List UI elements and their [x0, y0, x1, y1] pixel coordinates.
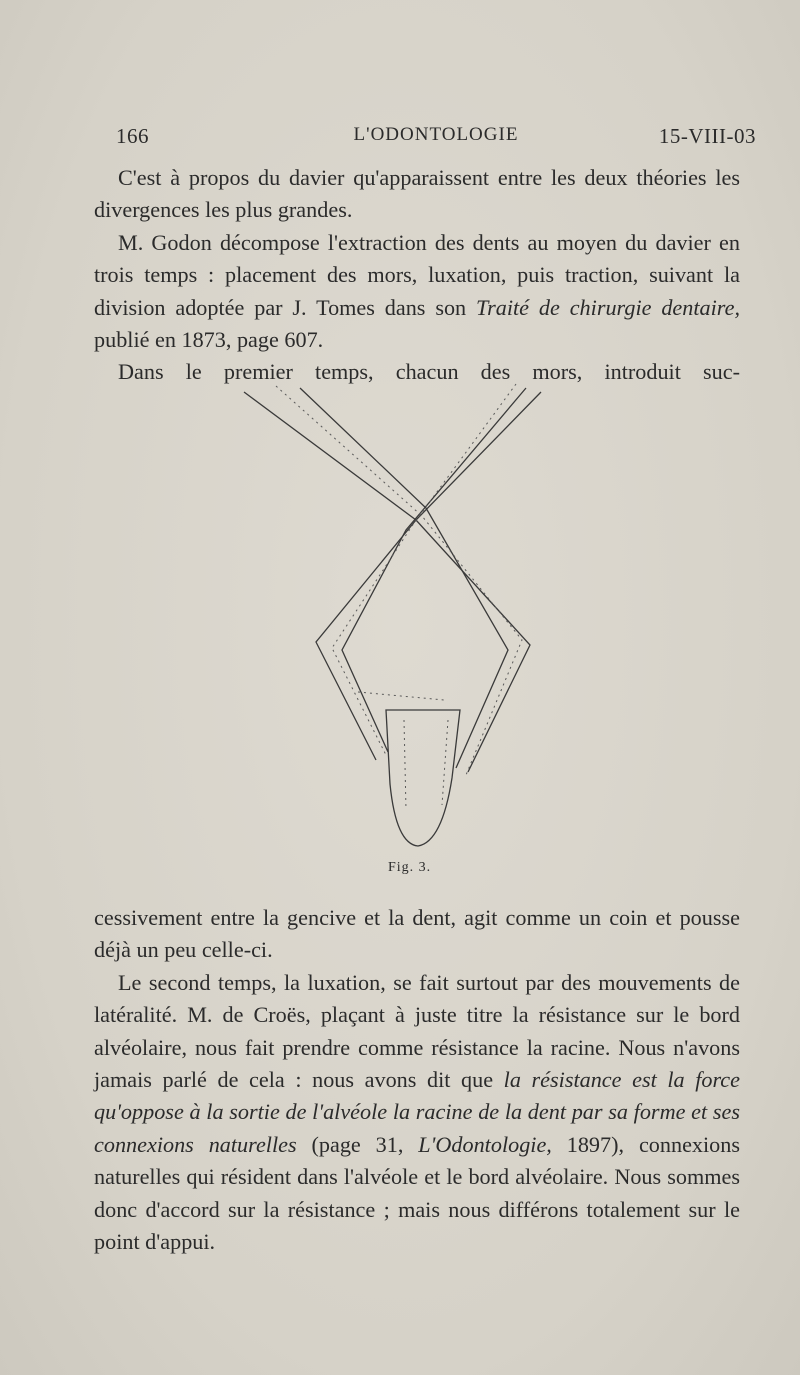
text-block-top	[94, 162, 740, 389]
dotted-guide	[404, 720, 406, 810]
book-title: Traité de chirurgie dentaire,	[476, 294, 740, 320]
forceps-jaws-diagram	[236, 380, 596, 860]
text-run: (page 31,	[296, 1131, 419, 1157]
text-run: 1897), connexions naturelles qui résident dans l'alvéole et le bord alvéolaire. Nous sommes donc d'accord sur la résistance ; mais nous différons totalement sur le point d'appui.	[94, 1131, 740, 1255]
issue-date: 15-VIII-03	[658, 124, 756, 148]
dotted-guide	[332, 384, 516, 755]
quotation: la résistance est la force qu'oppose à la sortie de l'alvéole la racine de la dent par sa forme et ses connexions naturelles	[94, 1067, 740, 1157]
text-run: publié en 1873, page 607.	[94, 327, 324, 353]
paragraph: Dans le premier temps, chacun des mors, introduit suc-	[118, 359, 740, 385]
figure-caption: Fig. 3.	[388, 860, 432, 875]
running-title: L'ODONTOLOGIE	[353, 124, 519, 145]
right-jaw-outer	[316, 392, 541, 760]
paragraph: C'est à propos du davier qu'apparaissent entre les deux théories les divergences les plus grandes.	[94, 165, 740, 223]
page-number: 166	[116, 124, 149, 148]
dotted-guide	[358, 692, 444, 700]
journal-title: L'Odontologie,	[418, 1131, 552, 1157]
text-run: M. Godon décompose l'extraction des dents au moyen du davier en trois temps : placement des mors, luxation, puis traction, suivant la division adoptée par J. Tomes dans son	[94, 229, 740, 320]
dotted-guide	[442, 720, 448, 805]
text-block-bottom	[94, 902, 740, 1258]
paragraph	[94, 967, 740, 1259]
paragraph	[94, 227, 740, 357]
tooth-outline	[386, 710, 460, 846]
left-jaw-inner	[300, 388, 508, 768]
paragraph: cessivement entre la gencive et la dent, agit comme un coin et pousse déjà un peu celle-ci.	[94, 905, 740, 963]
dotted-guide	[276, 386, 522, 775]
right-jaw-inner	[342, 388, 526, 752]
text-run: Le second temps, la luxation, se fait surtout par des mouvements de latéralité. M. de Croës, plaçant à juste titre la résistance sur le bord alvéolaire, nous fait prendre comme résistance la racine. Nous n'avons jamais parlé de cela : nous avons dit que	[94, 969, 740, 1093]
page-header	[116, 124, 756, 154]
left-jaw-outer	[244, 392, 530, 772]
